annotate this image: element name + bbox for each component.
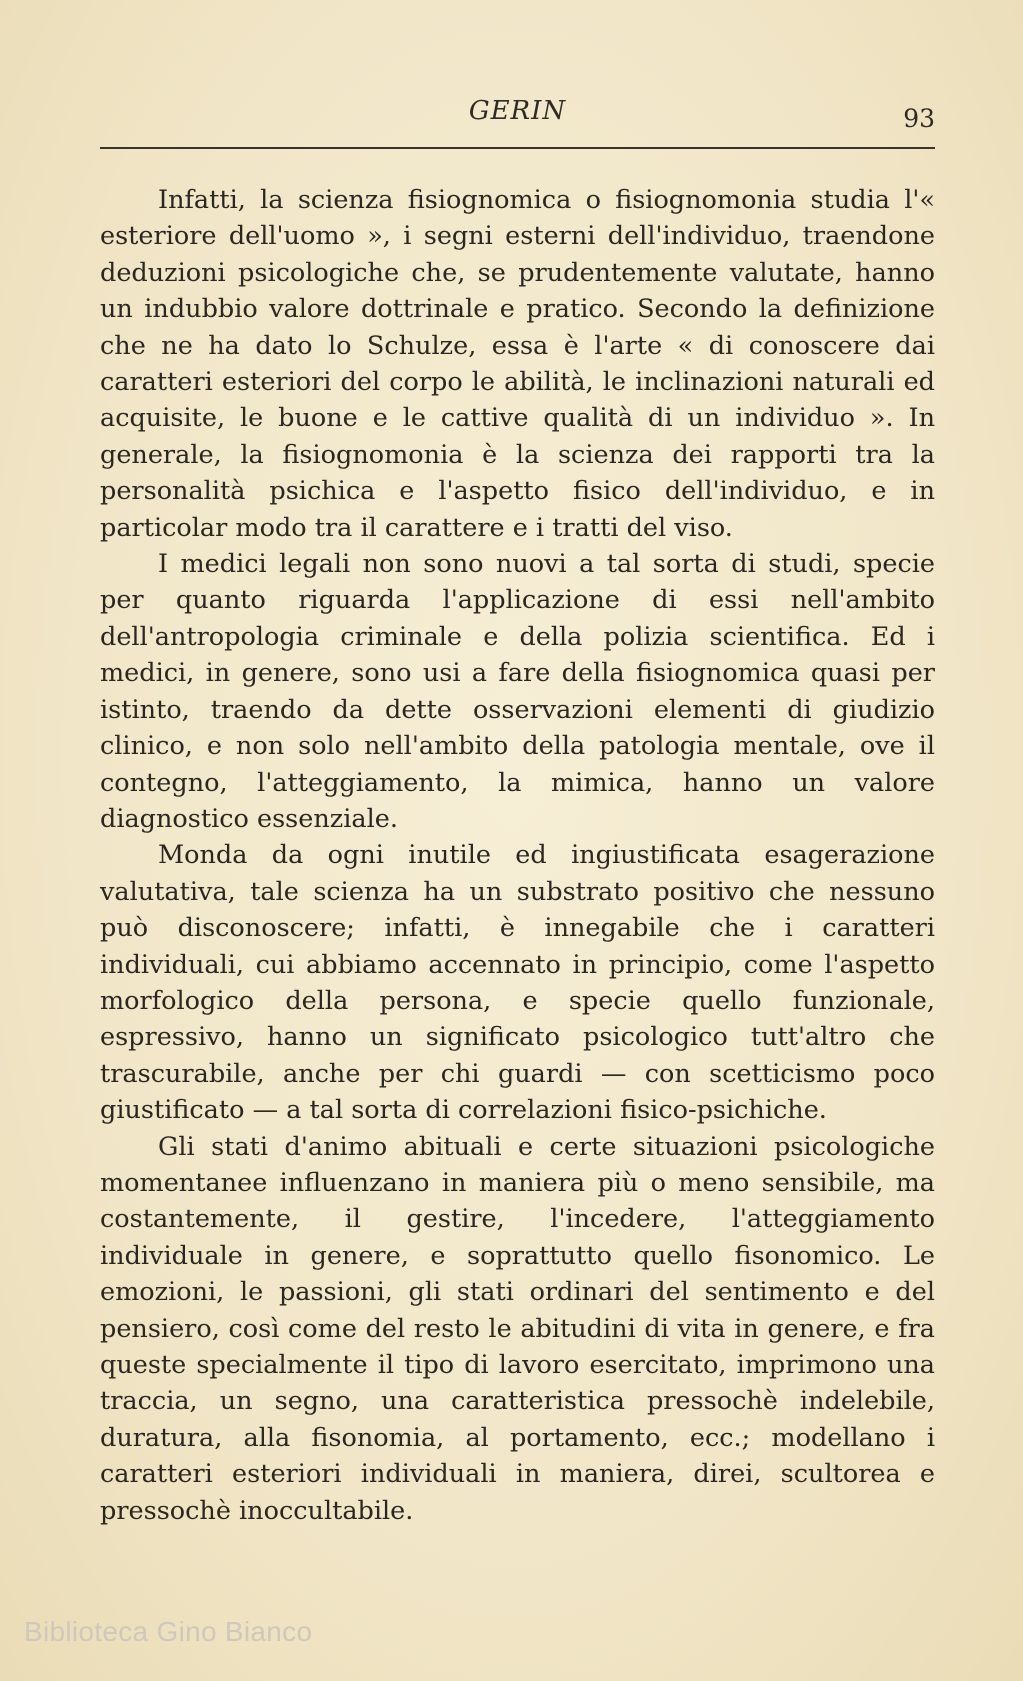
body-text [100,182,935,1529]
page-number: 93 [903,104,935,133]
paragraph: Monda da ogni inutile ed ingiustificata esagerazione valutativa, tale scienza ha un substrato positivo che nessuno può disconoscere; infatti, è innegabile che i caratteri individuali, cui abbiamo accennato in principio, come l'aspetto morfologico della persona, e specie quello funzionale, espressivo, hanno un significato psicologico tutt'altro che trascurabile, anche per chi guardi — con scetticismo poco giustificato — a tal sorta di correlazioni fisico-psichiche. [100,840,935,1126]
running-head [100,96,935,136]
paragraph: Gli stati d'animo abituali e certe situazioni psicologiche momentanee influenzano in maniera più o meno sensibile, ma costantemente, il gestire, l'incedere, l'atteggiamento individuale in genere, e soprattutto quello fisonomico. Le emozioni, le passioni, gli stati ordinari del sentimento e del pensiero, così come del resto le abitudini di vita in genere, e fra queste specialmente il tipo di lavoro esercitato, imprimono una traccia, un segno, una caratteristica pressochè indelebile, duratura, alla fisonomia, al portamento, ecc.; modellano i caratteri esteriori individuali in maniera, direi, scultorea e pressochè inoccultabile. [100,1131,935,1526]
library-watermark: Biblioteca Gino Bianco [24,1616,313,1647]
running-title: GERIN [468,96,567,126]
paragraph: I medici legali non sono nuovi a tal sorta di studi, specie per quanto riguarda l'applicazione di essi nell'ambito dell'antropologia criminale e della polizia scientifica. Ed i medici, in genere, sono usi a fare della fisiognomica quasi per istinto, traendo da dette osservazioni elementi di giudizio clinico, e non solo nell'ambito della patologia mentale, ove il contegno, l'atteggiamento, la mimica, hanno un valore diagnostico essenziale. [100,549,935,834]
header-rule [100,147,935,149]
paragraph: Infatti, la scienza fisiognomica o fisiognomonia studia l'« esteriore dell'uomo », i segni esterni dell'individuo, traendone deduzioni psicologiche che, se prudentemente valutate, hanno un indubbio valore dottrinale e pratico. Secondo la definizione che ne ha dato lo Schulze, essa è l'arte « di conoscere dai caratteri esteriori del corpo le abilità, le inclinazioni naturali ed acquisite, le buone e le cattive qualità di un individuo ». In generale, la fisiognomonia è la scienza dei rapporti tra la personalità psichica e l'aspetto fisico dell'individuo, e in particolar modo tra il carattere e i tratti del viso. [100,185,935,543]
